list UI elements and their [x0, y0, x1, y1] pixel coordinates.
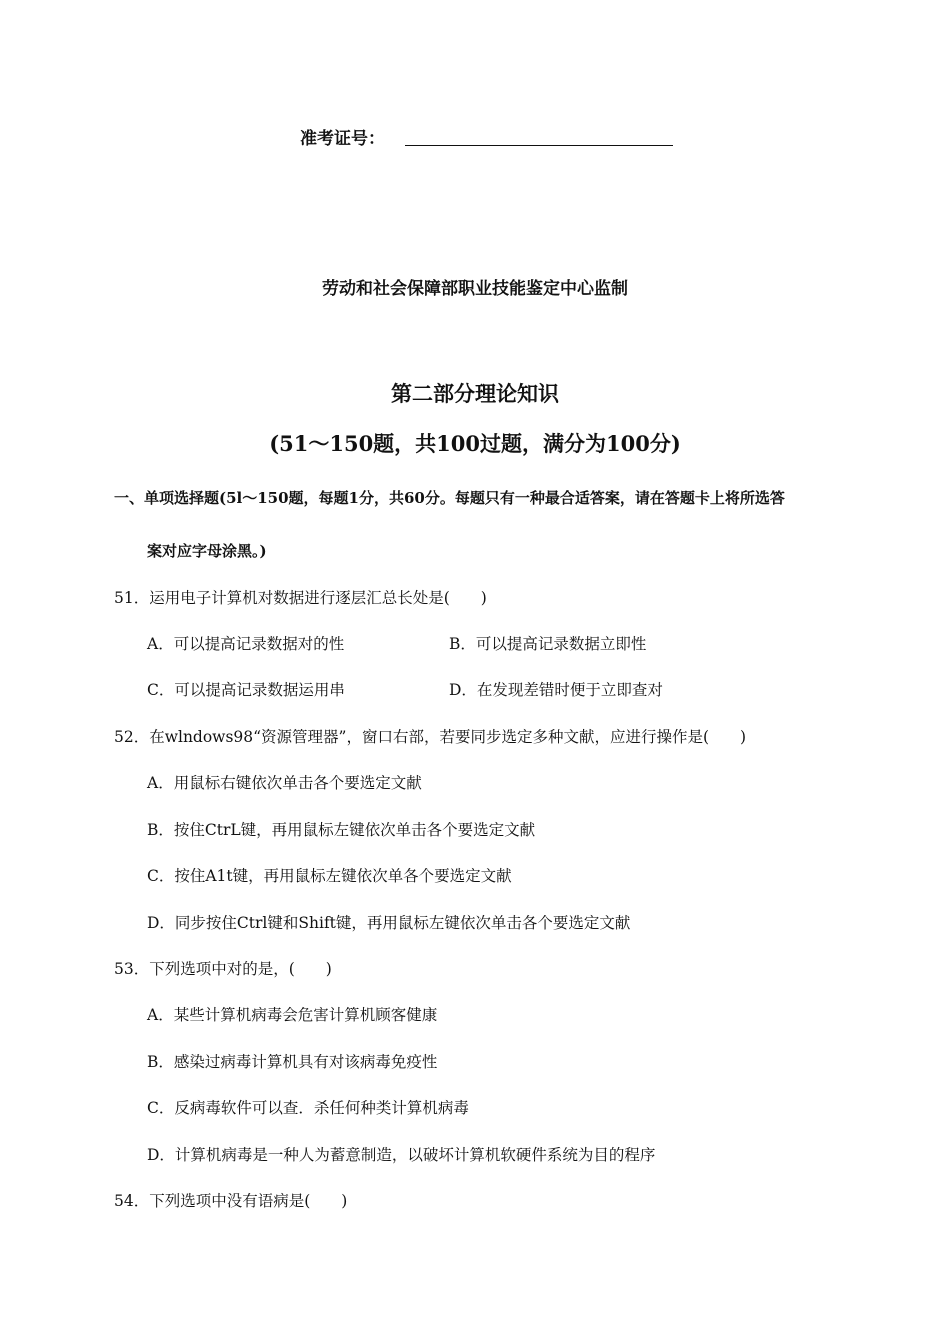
- supervising-authority: 劳动和社会保障部职业技能鉴定中心监制: [322, 279, 628, 299]
- question-stem: 53．下列选项中对的是，( ): [114, 960, 332, 978]
- option-a: A．用鼠标右键依次单击各个要选定文献: [147, 774, 422, 792]
- option-d: D．在发现差错时便于立即查对: [449, 681, 663, 699]
- option-b: B．感染过病毒计算机具有对该病毒免疫性: [147, 1053, 438, 1071]
- admission-number-blank: [405, 145, 673, 146]
- option-d: D．计算机病毒是一种人为蓄意制造，以破坏计算机软硬件系统为目的程序: [147, 1146, 656, 1164]
- question-stem: 51．运用电子计算机对数据进行逐层汇总长处是( ): [114, 589, 487, 607]
- option-a: A．某些计算机病毒会危害计算机顾客健康: [147, 1006, 438, 1024]
- option-b: B．按住CtrL键，再用鼠标左键依次单击各个要选定文献: [147, 821, 536, 839]
- option-c: C．可以提高记录数据运用串: [147, 681, 345, 699]
- question-stem: 52．在wlndows98“资源管理器”，窗口右部，若要同步选定多种文献，应进行操作是( ): [114, 728, 747, 746]
- question-stem: 54．下列选项中没有语病是( ): [114, 1192, 348, 1210]
- option-a: A．可以提高记录数据对的性: [147, 635, 345, 653]
- part-subtitle: (51～150题，共100过题，满分为100分): [269, 431, 681, 456]
- option-b: B．可以提高记录数据立即性: [449, 635, 647, 653]
- option-c: C．按住A1t键，再用鼠标左键依次单各个要选定文献: [147, 867, 512, 885]
- option-d: D．同步按住Ctrl键和Shift键，再用鼠标左键依次单击各个要选定文献: [147, 914, 631, 932]
- admission-number-label: 准考证号：: [300, 129, 385, 149]
- part-title: 第二部分理论知识: [391, 381, 559, 406]
- section-instructions-line1: 一、单项选择题(5l〜150题，每题1分，共60分。每题只有一种最合适答案，请在答题卡上将所选答: [114, 489, 785, 507]
- option-c: C．反病毒软件可以查．杀任何种类计算机病毒: [147, 1099, 469, 1117]
- section-instructions-line2: 案对应字母涂黑。): [147, 542, 267, 560]
